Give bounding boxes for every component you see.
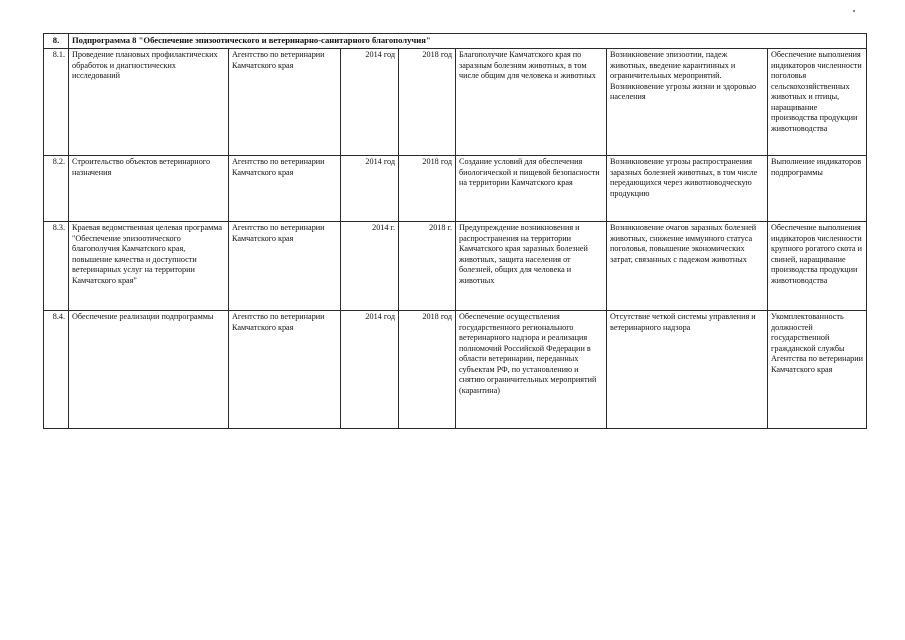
table-row <box>44 222 867 311</box>
expected-result: Обеспечение осуществления государственного регионального ветеринарного надзора и реализация полномочий Российской Федерации в области ветеринарии, переданных субъектам РФ, по установлению и снятию ограничительных мероприятий (карантина) <box>456 311 607 429</box>
scan-speck <box>853 10 855 12</box>
row-number: 8.4. <box>44 311 69 429</box>
table-row <box>44 49 867 156</box>
executor: Агентство по ветеринарии Камчатского края <box>229 49 341 156</box>
row-number: 8.2. <box>44 156 69 222</box>
table-row <box>44 311 867 429</box>
measure-name: Краевая ведомственная целевая программа "Обеспечение эпизоотического благополучия Камчатского края, повышение качества и доступности ветеринарных услуг на территории Камчатского края" <box>69 222 229 311</box>
consequences: Возникновение очагов заразных болезней животных, снижение иммунного статуса поголовья, повышение экономических затрат, связанных с падежом животных <box>607 222 768 311</box>
consequences: Возникновение эпизоотии, падеж животных, введение карантинных и ограничительных мероприятий. Возникновение угрозы жизни и здоровью населения <box>607 49 768 156</box>
indicators-link: Обеспечение выполнения индикаторов численности поголовья сельскохозяйственных животных и птицы, наращивание производства продукции животноводства <box>768 49 867 156</box>
row-number: 8.3. <box>44 222 69 311</box>
subprogram-number: 8. <box>44 34 69 49</box>
indicators-link: Выполнение индикаторов подпрограммы <box>768 156 867 222</box>
start-year: 2014 год <box>341 49 399 156</box>
end-year: 2018 год <box>399 156 456 222</box>
measure-name: Обеспечение реализации подпрограммы <box>69 311 229 429</box>
subprogram-table <box>43 33 867 429</box>
start-year: 2014 год <box>341 311 399 429</box>
measure-name: Строительство объектов ветеринарного назначения <box>69 156 229 222</box>
expected-result: Предупреждение возникновения и распространения на территории Камчатского края заразных болезней животных, защита населения от болезней, общих для человека и животных <box>456 222 607 311</box>
indicators-link: Укомплектованность должностей государственной гражданской службы Агентства по ветеринарии Камчатского края <box>768 311 867 429</box>
table-row <box>44 156 867 222</box>
subprogram-title: Подпрограмма 8 "Обеспечение эпизоотического и ветеринарно-санитарного благополучия" <box>69 34 867 49</box>
executor: Агентство по ветеринарии Камчатского края <box>229 311 341 429</box>
executor: Агентство по ветеринарии Камчатского края <box>229 222 341 311</box>
expected-result: Благополучие Камчатского края по заразным болезням животных, в том числе общим для человека и животных <box>456 49 607 156</box>
indicators-link: Обеспечение выполнения индикаторов численности крупного рогатого скота и свиней, наращивание производства продукции животноводства <box>768 222 867 311</box>
end-year: 2018 год <box>399 311 456 429</box>
expected-result: Создание условий для обеспечения биологической и пищевой безопасности на территории Камчатского края <box>456 156 607 222</box>
measure-name: Проведение плановых профилактических обработок и диагностических исследований <box>69 49 229 156</box>
end-year: 2018 г. <box>399 222 456 311</box>
subprogram-header-row <box>44 34 867 49</box>
start-year: 2014 г. <box>341 222 399 311</box>
executor: Агентство по ветеринарии Камчатского края <box>229 156 341 222</box>
row-number: 8.1. <box>44 49 69 156</box>
end-year: 2018 год <box>399 49 456 156</box>
start-year: 2014 год <box>341 156 399 222</box>
consequences: Возникновение угрозы распространения заразных болезней животных, в том числе передающихся через животноводческую продукцию <box>607 156 768 222</box>
consequences: Отсутствие четкой системы управления и ветеринарного надзора <box>607 311 768 429</box>
